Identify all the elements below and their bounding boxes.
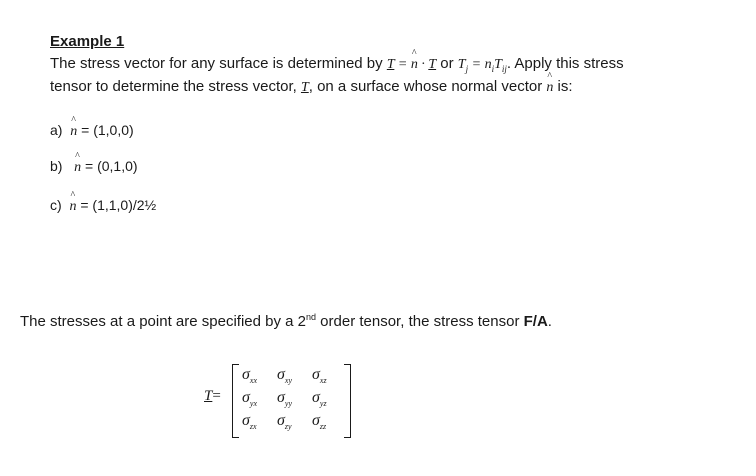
sentence-text: order tensor, the stress tensor bbox=[316, 313, 524, 330]
stress-tensor-symbol: T bbox=[428, 57, 437, 72]
list-item bbox=[50, 197, 156, 215]
normal-vector-symbol: ^ n bbox=[74, 160, 81, 176]
statement-text: . Apply this stress bbox=[506, 55, 624, 72]
problem-statement-line-1 bbox=[50, 55, 624, 74]
tensor-symbol: T bbox=[204, 388, 213, 404]
item-value: = (1,0,0) bbox=[77, 122, 134, 138]
tensor-component-symbol: T bbox=[494, 57, 502, 72]
matrix-cell-sigma-xy bbox=[277, 366, 292, 385]
normal-vector-symbol: ^ n bbox=[70, 124, 77, 140]
list-item bbox=[50, 158, 138, 176]
matrix-cell-sigma-xx bbox=[242, 366, 257, 385]
equals-sign: = bbox=[468, 57, 485, 72]
matrix-right-bracket bbox=[344, 364, 351, 438]
statement-text: is: bbox=[553, 78, 573, 95]
matrix-cell-sigma-xz bbox=[312, 366, 327, 385]
subscript: xz bbox=[319, 376, 327, 386]
ordinal-superscript: nd bbox=[306, 312, 317, 322]
normal-vector-symbol: ^ n bbox=[546, 80, 553, 96]
subscript: ij bbox=[501, 63, 507, 74]
matrix-cell-sigma-zz bbox=[312, 412, 326, 431]
stress-tensor-sentence bbox=[20, 313, 552, 330]
subscript: yz bbox=[319, 399, 327, 409]
statement-text: tensor to determine the stress vector, bbox=[50, 78, 301, 95]
or-text: or bbox=[436, 55, 458, 72]
item-label: c) bbox=[50, 197, 62, 213]
formula-index bbox=[458, 57, 507, 72]
matrix-cell-sigma-yx bbox=[242, 389, 257, 408]
stress-vector-symbol: T bbox=[300, 80, 309, 95]
matrix-cell-sigma-zx bbox=[242, 412, 257, 431]
stress-component-symbol: T bbox=[457, 57, 466, 72]
subscript: xy bbox=[284, 376, 292, 386]
subscript: zx bbox=[249, 422, 257, 432]
sigma-symbol: σ bbox=[277, 412, 285, 429]
equals-sign: = bbox=[394, 57, 411, 72]
subscript: zy bbox=[284, 422, 292, 432]
sigma-symbol: σ bbox=[312, 412, 320, 429]
stress-vector-symbol: T bbox=[386, 57, 395, 72]
sigma-symbol: σ bbox=[277, 366, 285, 383]
matrix-cell-sigma-yy bbox=[277, 389, 292, 408]
subscript: xx bbox=[249, 376, 257, 386]
normal-vector-symbol: ^ n bbox=[69, 199, 76, 215]
statement-text: , on a surface whose normal vector bbox=[308, 78, 547, 95]
subscript: zz bbox=[319, 422, 327, 432]
subscript: yx bbox=[249, 399, 257, 409]
problem-statement-line-2 bbox=[50, 78, 573, 96]
item-value: = (1,1,0)/2½ bbox=[76, 197, 157, 213]
subscript: yy bbox=[284, 399, 292, 409]
normal-component-symbol: n bbox=[484, 57, 492, 72]
item-label: a) bbox=[50, 122, 63, 138]
equals-sign: = bbox=[212, 388, 221, 404]
list-item bbox=[50, 122, 134, 140]
sigma-symbol: σ bbox=[242, 366, 250, 383]
stress-tensor-equation-label bbox=[204, 388, 221, 405]
sentence-text: The stresses at a point are specified by a 2 bbox=[20, 313, 306, 330]
sigma-symbol: σ bbox=[312, 389, 320, 406]
force-over-area-text: F/A bbox=[523, 313, 548, 330]
item-label: b) bbox=[50, 158, 63, 174]
subscript: j bbox=[465, 63, 469, 74]
matrix-cell-sigma-zy bbox=[277, 412, 292, 431]
matrix-cell-sigma-yz bbox=[312, 389, 327, 408]
dot-operator: · bbox=[417, 57, 429, 72]
normal-vector-symbol: ^ n bbox=[411, 57, 418, 73]
subscript: i bbox=[491, 63, 495, 74]
matrix-left-bracket bbox=[232, 364, 239, 438]
sigma-symbol: σ bbox=[242, 412, 250, 429]
item-value: = (0,1,0) bbox=[81, 158, 138, 174]
sigma-symbol: σ bbox=[277, 389, 285, 406]
example-title: Example 1 bbox=[50, 33, 125, 50]
formula-vector bbox=[387, 57, 436, 72]
sigma-symbol: σ bbox=[312, 366, 320, 383]
sigma-symbol: σ bbox=[242, 389, 250, 406]
statement-text: The stress vector for any surface is determined by bbox=[50, 55, 387, 72]
sentence-text: . bbox=[547, 313, 552, 330]
